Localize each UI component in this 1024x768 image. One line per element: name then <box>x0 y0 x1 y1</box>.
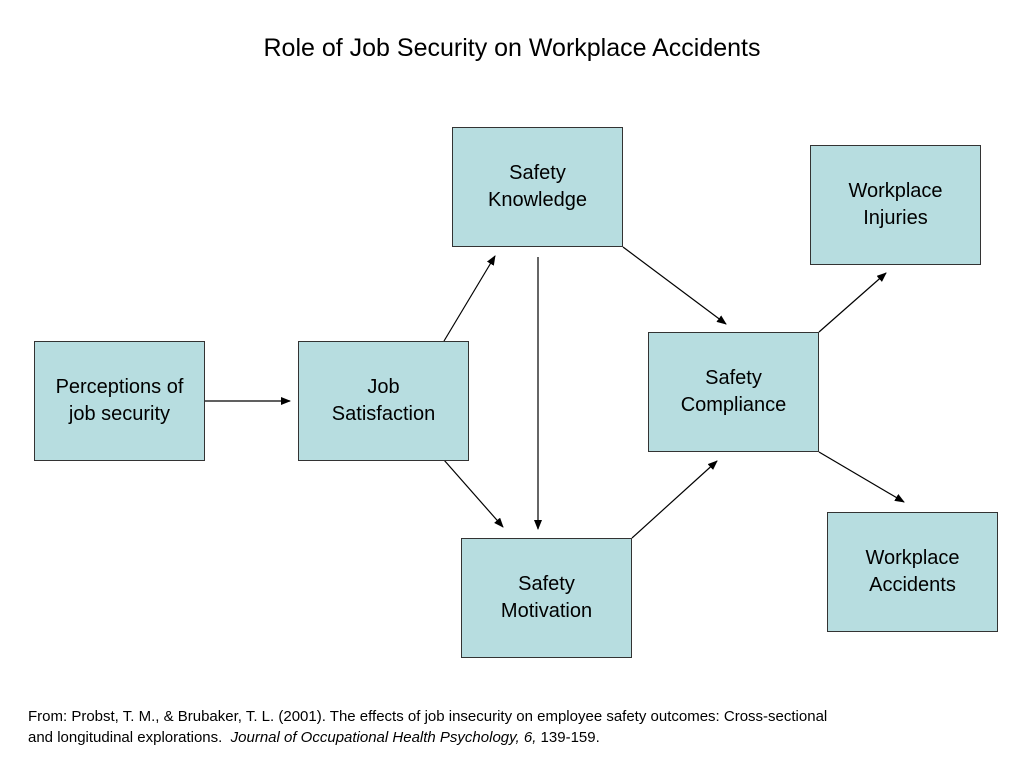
citation-line-2-prefix: and longitudinal explorations. <box>28 729 231 746</box>
node-job-satisfaction <box>298 341 469 461</box>
arrow-safety-knowledge-to-safety-compliance <box>623 247 726 324</box>
node-safety-knowledge <box>452 127 623 247</box>
arrow-job-satisfaction-to-safety-knowledge <box>444 256 495 341</box>
citation <box>28 706 988 748</box>
arrow-safety-compliance-to-workplace-accidents <box>819 452 904 502</box>
node-label-line: Safety <box>509 162 566 184</box>
node-label-line: Knowledge <box>488 189 587 211</box>
node-label-line: Safety <box>518 573 575 595</box>
node-label-line: Accidents <box>869 574 956 596</box>
node-label-line: Job <box>367 376 400 398</box>
arrow-safety-compliance-to-workplace-injuries <box>819 273 886 332</box>
node-label-line: job security <box>68 403 171 425</box>
arrow-job-satisfaction-to-safety-motivation <box>444 460 503 527</box>
arrow-safety-motivation-to-safety-compliance <box>632 461 717 538</box>
node-workplace-injuries <box>810 145 981 265</box>
node-label-line: Satisfaction <box>331 403 436 425</box>
node-label-line: Motivation <box>500 600 593 622</box>
node-label-line: Workplace <box>865 547 960 569</box>
node-safety-compliance <box>648 332 819 452</box>
node-workplace-accidents <box>827 512 998 632</box>
diagram-title: Role of Job Security on Workplace Accidents <box>263 34 761 62</box>
node-label-line: Injuries <box>863 207 928 229</box>
node-label-line: Workplace <box>848 180 943 202</box>
node-safety-motivation <box>461 538 632 658</box>
node-label-line: Perceptions of <box>55 376 184 398</box>
node-label-line: Compliance <box>680 394 787 416</box>
node-label-line: Safety <box>705 367 762 389</box>
citation-line-1: From: Probst, T. M., & Brubaker, T. L. (2001). The effects of job insecurity on employee safety outcomes: Cross-sectional <box>28 708 828 725</box>
node-perceptions-of-job-security <box>34 341 205 461</box>
citation-journal: Journal of Occupational Health Psychology, 6, <box>230 729 537 746</box>
citation-pages: 139-159. <box>536 729 600 746</box>
